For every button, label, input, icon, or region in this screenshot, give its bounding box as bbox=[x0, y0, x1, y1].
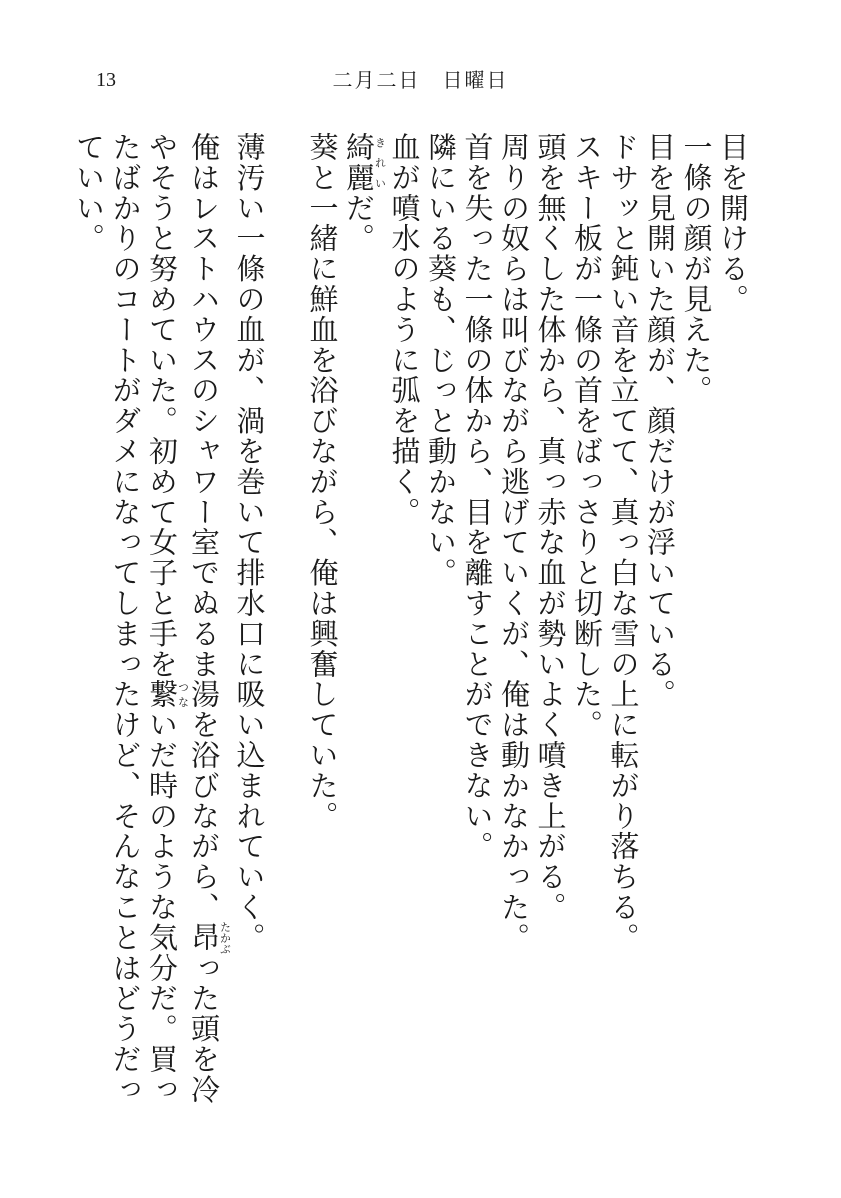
blank-line bbox=[268, 132, 305, 1132]
paragraph: 目を見開いた顔が、顔だけが浮いている。 bbox=[643, 132, 677, 710]
paragraph: 周りの奴らは叫びながら逃げていくが、俺は動かなかった。 bbox=[497, 132, 531, 953]
text-run: だ。 bbox=[342, 192, 376, 254]
running-header: 二月二日 日曜日 bbox=[332, 68, 509, 92]
ruby-word bbox=[342, 132, 387, 193]
ruby-base: 昂 bbox=[187, 921, 221, 955]
paragraph: スキー板が一條の首をばっさりと切断した。 bbox=[570, 132, 604, 740]
text-run: いだ時のような気分だ。買ったばかりのコートがダメになってしまったけど、そんなことはどうだっていい。 bbox=[72, 132, 179, 1105]
paragraph: 首を失った一條の体から、目を離すことができない。 bbox=[460, 132, 495, 862]
paragraph: 目を開ける。 bbox=[716, 132, 750, 315]
text-run: 俺はレストハウスのシャワー室でぬるま湯を浴びながら、 bbox=[187, 132, 221, 923]
paragraph: 頭を無くした体から、真っ赤な血が勢いよく噴き上がる。 bbox=[533, 132, 568, 923]
paragraph bbox=[341, 132, 387, 1132]
text-run: った頭を冷やそうと努めていた。初めて女子と手を bbox=[145, 132, 221, 1105]
paragraph: ドサッと鈍い音を立てて、真っ白な雪の上に転がり落ちる。 bbox=[606, 132, 641, 953]
ruby-reading: たかぶ bbox=[218, 921, 232, 955]
ruby-base: 繋 bbox=[145, 679, 179, 710]
ruby-reading: きれい bbox=[373, 132, 387, 193]
page-number: 13 bbox=[96, 69, 116, 91]
paragraph: 葵と一緒に鮮血を浴びながら、俺は興奮していた。 bbox=[305, 132, 340, 832]
ruby-reading: つな bbox=[176, 679, 190, 710]
paragraph bbox=[71, 132, 232, 1132]
ruby-word bbox=[187, 921, 232, 955]
paragraph: 血が噴水のように弧を描く。 bbox=[387, 132, 422, 528]
paragraph: 一條の顔が見えた。 bbox=[679, 132, 714, 406]
ruby-base: 綺麗 bbox=[342, 132, 376, 193]
paragraph: 隣にいる葵も、じっと動かない。 bbox=[424, 132, 458, 588]
paragraph: 薄汚い一條の血が、渦を巻いて排水口に吸い込まれていく。 bbox=[232, 132, 267, 953]
body-text bbox=[72, 132, 751, 1132]
ruby-word bbox=[145, 679, 190, 710]
